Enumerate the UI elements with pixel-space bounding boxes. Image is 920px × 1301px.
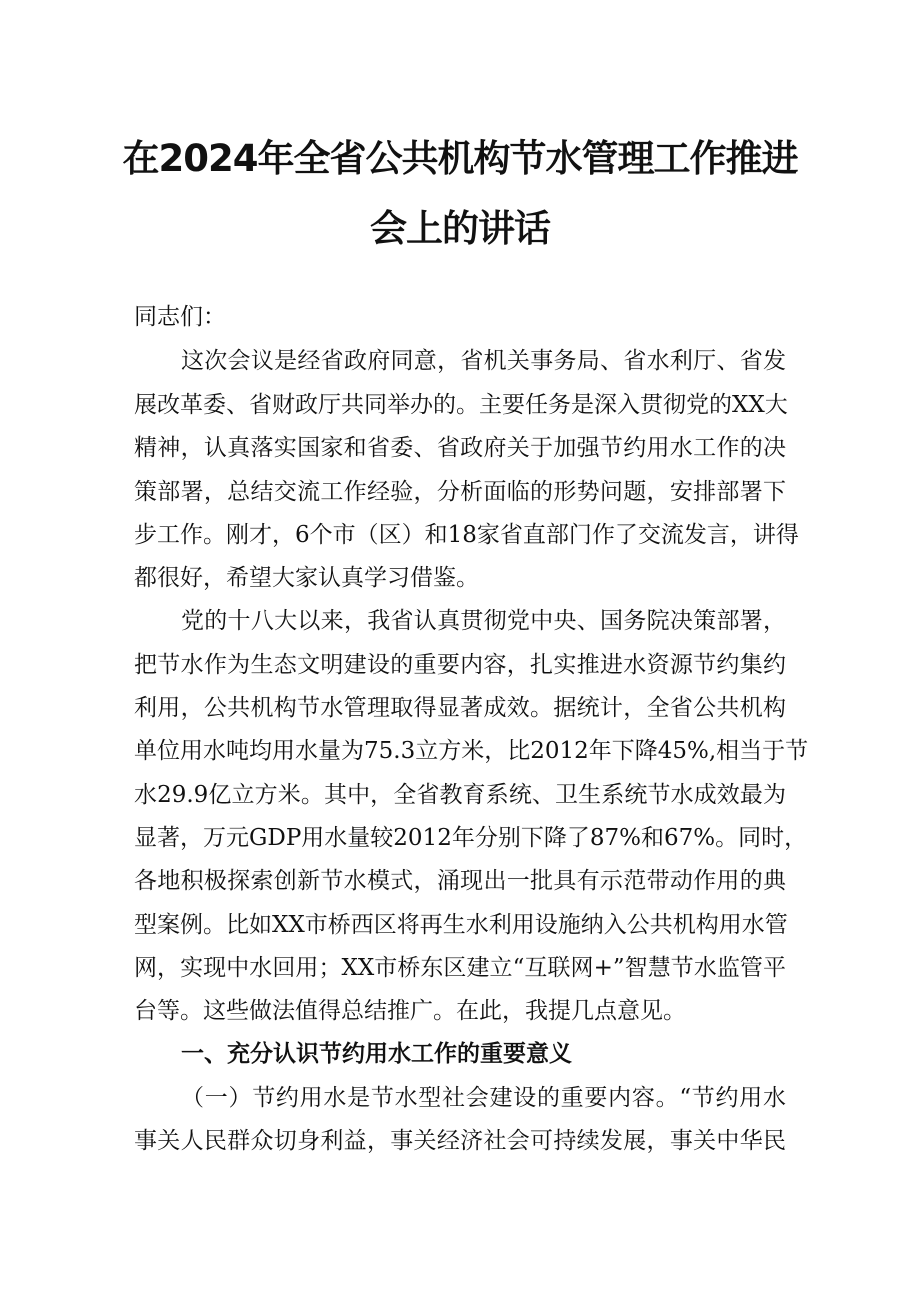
subsection-1-line-2: 事关人民群众切身利益，事关经济社会可持续发展，事关中华民 (134, 1128, 786, 1154)
paragraph-2-line-5: 水29.9亿立方米。其中，全省教育系统、卫生系统节水成效最为 (134, 782, 786, 808)
paragraph-2-line-8: 型案例。比如XX市桥西区将再生水利用设施纳入公共机构用水管 (134, 912, 788, 938)
paragraph-2-line-9: 网，实现中水回用；XX市桥东区建立“互联网+”智慧节水监管平 (134, 955, 786, 981)
section-heading-1: 一、充分认识节约用水工作的重要意义 (181, 1041, 572, 1067)
subsection-1-line-1: （一）节约用水是节水型社会建设的重要内容。“节约用水 (181, 1085, 786, 1111)
paragraph-2-line-10: 台等。这些做法值得总结推广。在此，我提几点意见。 (134, 998, 686, 1024)
document-title-line-1: 在2024年全省公共机构节水管理工作推进 (122, 137, 798, 180)
paragraph-1-line-3: 精神，认真落实国家和省委、省政府关于加强节约用水工作的决 (134, 435, 786, 461)
paragraph-2-line-1: 党的十八大以来，我省认真贯彻党中央、国务院决策部署， (181, 608, 786, 634)
document-title-line-2: 会上的讲话 (370, 207, 550, 250)
paragraph-2-line-3: 利用，公共机构节水管理取得显著成效。据统计，全省公共机构 (134, 695, 786, 721)
paragraph-2-line-6: 显著，万元GDP用水量较2012年分别下降了87%和67%。同时， (134, 825, 808, 851)
paragraph-1-line-2: 展改革委、省财政厅共同举办的。主要任务是深入贯彻党的XX大 (134, 392, 788, 418)
paragraph-1-line-6: 都很好，希望大家认真学习借鉴。 (134, 565, 479, 591)
paragraph-1-line-1: 这次会议是经省政府同意，省机关事务局、省水利厅、省发 (181, 348, 786, 374)
paragraph-2-line-4: 单位用水吨均用水量为75.3立方米，比2012年下降45%,相当于节 (134, 738, 809, 764)
paragraph-1-line-4: 策部署，总结交流工作经验，分析面临的形势问题，安排部署下 (134, 479, 786, 505)
paragraph-2-line-7: 各地积极探索创新节水模式，涌现出一批具有示范带动作用的典 (134, 868, 786, 894)
paragraph-2-line-2: 把节水作为生态文明建设的重要内容，扎实推进水资源节约集约 (134, 652, 786, 678)
paragraph-1-line-5: 步工作。刚才，6个市（区）和18家省直部门作了交流发言，讲得 (134, 522, 799, 548)
salutation: 同志们： (134, 304, 226, 330)
